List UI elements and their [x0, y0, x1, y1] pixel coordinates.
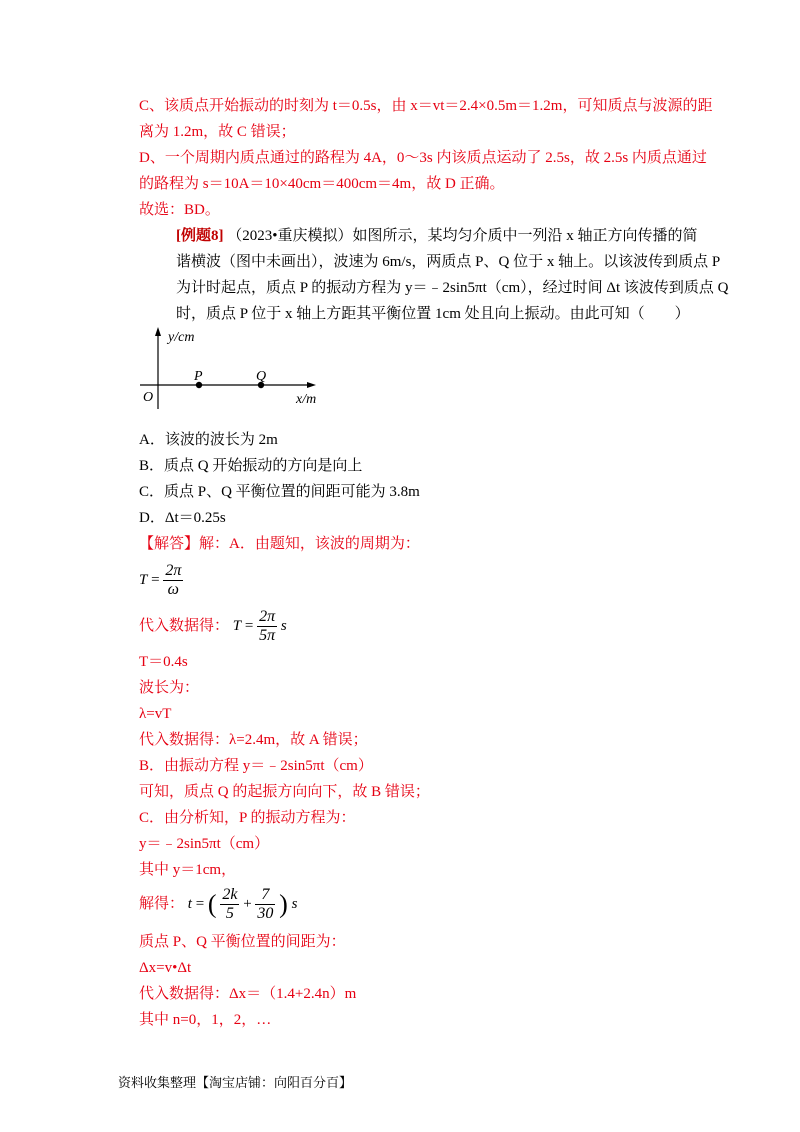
example-line-2: 谐横波（图中未画出），波速为 6m/s，两质点 P、Q 位于 x 轴上。以该波传到质点 P	[176, 254, 721, 270]
wavelength-formula: λ=vT	[139, 706, 172, 722]
answer-c2-line-3: 其中 y＝1cm，	[139, 862, 237, 878]
frac4-numerator: 7	[255, 886, 275, 905]
answer-d-line-1: D、一个周期内质点通过的路程为 4A，0～3s 内该质点运动了 2.5s，故 2.5s 内质点通过	[139, 150, 707, 166]
option-b: B．质点 Q 开始振动的方向是向上	[139, 458, 363, 474]
frac-numerator: 2π	[165, 562, 182, 580]
n-values: 其中 n=0，1，2，…	[139, 1012, 272, 1028]
origin-label: O	[143, 390, 154, 405]
eq3-plus: +	[243, 896, 252, 912]
frac3-numerator: 2k	[222, 886, 238, 904]
example-line-4: 时，质点 P 位于 x 轴上方距其平衡位置 1cm 处且向上振动。由此可知（ ）	[176, 306, 690, 322]
fraction-2pi-5pi	[257, 608, 277, 645]
eq3-rparen: )	[279, 889, 288, 919]
answer-c-line-2: 离为 1.2m，故 C 错误；	[139, 124, 296, 140]
frac2-denominator: 5π	[259, 627, 276, 645]
answer-a-intro: 解：A．由题知，该波的周期为：	[199, 536, 420, 552]
page-footer: 资料收集整理【淘宝店铺：向阳百分百】	[118, 1075, 353, 1090]
wavelength-result: 代入数据得：λ=2.4m，故 A 错误；	[139, 732, 368, 748]
distance-label: 质点 P、Q 平衡位置的间距为：	[139, 934, 346, 950]
x-axis-label: x/m	[296, 392, 317, 407]
option-c: C．质点 P、Q 平衡位置的间距可能为 3.8m	[139, 484, 420, 500]
example-line-1	[176, 226, 698, 246]
eq3-t-symbol: t	[187, 896, 192, 912]
substitute-label: 代入数据得：	[139, 618, 230, 634]
fraction-7-30	[255, 886, 275, 923]
eq-equals: =	[151, 572, 160, 588]
fraction-2k-5	[220, 886, 239, 923]
wavelength-label: 波长为：	[139, 680, 200, 696]
period-result: T＝0.4s	[139, 654, 188, 670]
fraction-2pi-omega	[163, 562, 183, 599]
eq3-lparen: (	[207, 889, 217, 919]
equation-period-sub	[139, 606, 287, 646]
eq2-equals: =	[244, 618, 254, 634]
q-label: Q	[256, 369, 267, 384]
wave-axis-figure	[130, 325, 330, 410]
distance-result: 代入数据得：Δx＝（1.4+2.4n）m	[139, 986, 357, 1002]
answer-b-line-2: 可知，质点 Q 的起振方向向下，故 B 错误；	[139, 784, 430, 800]
y-axis-label: y/cm	[168, 330, 195, 345]
eq-t-symbol: T	[139, 572, 148, 588]
eq2-t-symbol: T	[232, 618, 242, 634]
answer-choice: 故选：BD。	[139, 202, 220, 218]
option-d: D．Δt＝0.25s	[139, 510, 226, 526]
example-text-1: （2023•重庆模拟）如图所示，某均匀介质中一列沿 x 轴正方向传播的简	[227, 228, 698, 244]
example-tag: [例题8]	[176, 228, 224, 244]
y-axis-arrow	[155, 327, 161, 336]
frac2-numerator: 2π	[259, 608, 276, 626]
answer-b-line-1: B．由振动方程 y＝﹣2sin5πt（cm）	[139, 758, 373, 774]
eq3-equals: =	[195, 896, 205, 912]
answer-c2-line-1: C．由分析知，P 的振动方程为：	[139, 810, 356, 826]
answer-tag: 【解答】	[139, 536, 200, 552]
equation-period	[139, 560, 183, 600]
x-axis-arrow	[307, 382, 316, 388]
example-line-3: 为计时起点，质点 P 的振动方程为 y＝﹣2sin5πt（cm），经过时间 Δt 该波传到质点 Q	[176, 280, 729, 296]
equation-solve-t	[139, 884, 297, 924]
answer-d-line-2: 的路程为 s＝10A＝10×40cm＝400cm＝4m，故 D 正确。	[139, 176, 505, 192]
distance-formula: Δx=v•Δt	[139, 960, 192, 976]
eq3-unit: s	[291, 896, 298, 912]
frac3-denominator: 5	[225, 905, 234, 923]
answer-heading	[139, 534, 420, 554]
eq2-unit: s	[280, 618, 287, 634]
solve-label: 解得：	[139, 896, 185, 912]
answer-c-line-1: C、该质点开始振动的时刻为 t＝0.5s，由 x＝vt＝2.4×0.5m＝1.2m，可知质点与波源的距	[139, 98, 713, 114]
p-label: P	[194, 369, 203, 384]
option-a: A．该波的波长为 2m	[139, 432, 278, 448]
frac4-denominator: 30	[257, 905, 274, 923]
answer-c2-line-2: y＝﹣2sin5πt（cm）	[139, 836, 270, 852]
frac-denominator: ω	[167, 581, 179, 599]
